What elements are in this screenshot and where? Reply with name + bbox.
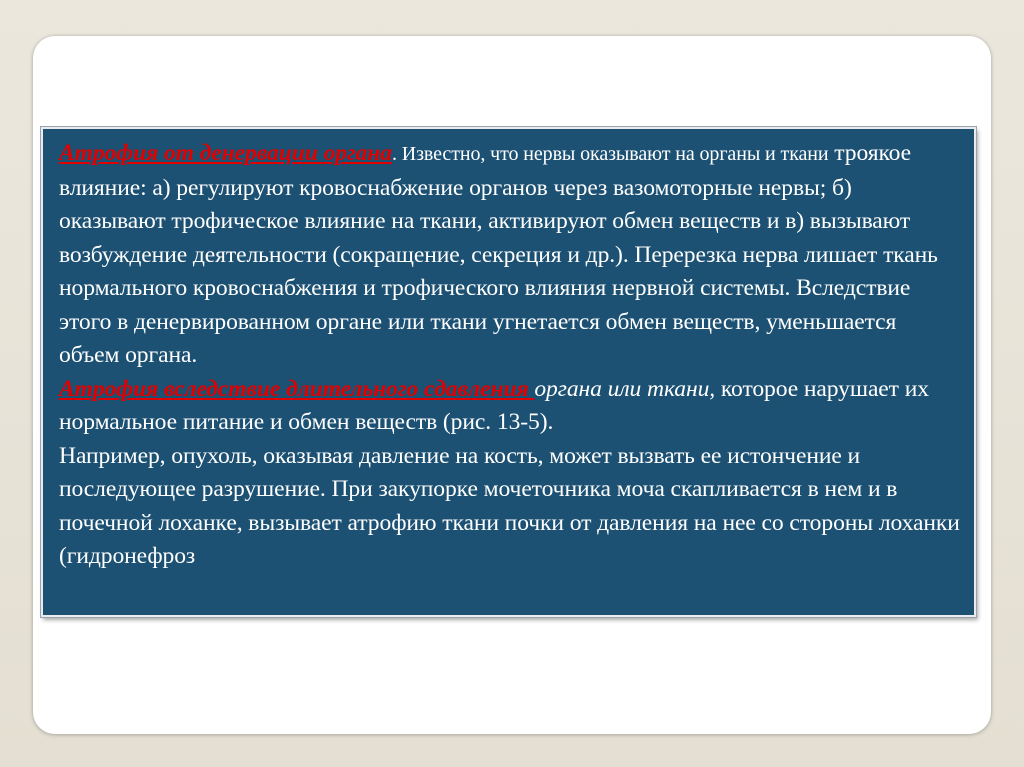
slide-text-box — [41, 127, 976, 617]
paragraph-italic-text: органа или ткани, — [534, 375, 716, 402]
paragraph-body-text: Например, опухоль, оказывая давление на кость, может вызвать ее истончение и последующее разрушение. При закупорке мочеточника моча скапливается в нем и в почечной лоханке, вызывает атрофию ткани почки от давления на нее со стороны лоханки (гидронефроз — [59, 442, 960, 569]
paragraph-body-text: которое нарушает их нормальное питание и обмен веществ (рис. 13-5). — [59, 375, 929, 435]
paragraph-lead-text: . Известно, что нервы оказывают на органы и ткани — [391, 143, 829, 165]
heading-compression-atrophy[interactable]: Атрофия вследствие длительного сдавления — [59, 375, 535, 402]
paragraph-compression-atrophy — [59, 373, 960, 440]
heading-denervation-atrophy[interactable]: Атрофия от денервации органа — [59, 140, 392, 166]
paragraph-body-text: троякое влияние: а) регулируют кровоснабжение органов через вазомоторные нервы; б) оказывают трофическое влияние на ткани, активируют обмен веществ и в) вызывают возбуждение деятельности (сокращение, секреция и др.). Перерезка нерва лишает ткань нормального кровоснабжения и трофического влияния нервной системы. Вследствие этого в денервированном органе или ткани угнетается обмен веществ, уменьшается объем органа. — [59, 140, 938, 368]
paragraph-denervation-atrophy — [59, 137, 960, 373]
paragraph-example — [59, 440, 960, 574]
